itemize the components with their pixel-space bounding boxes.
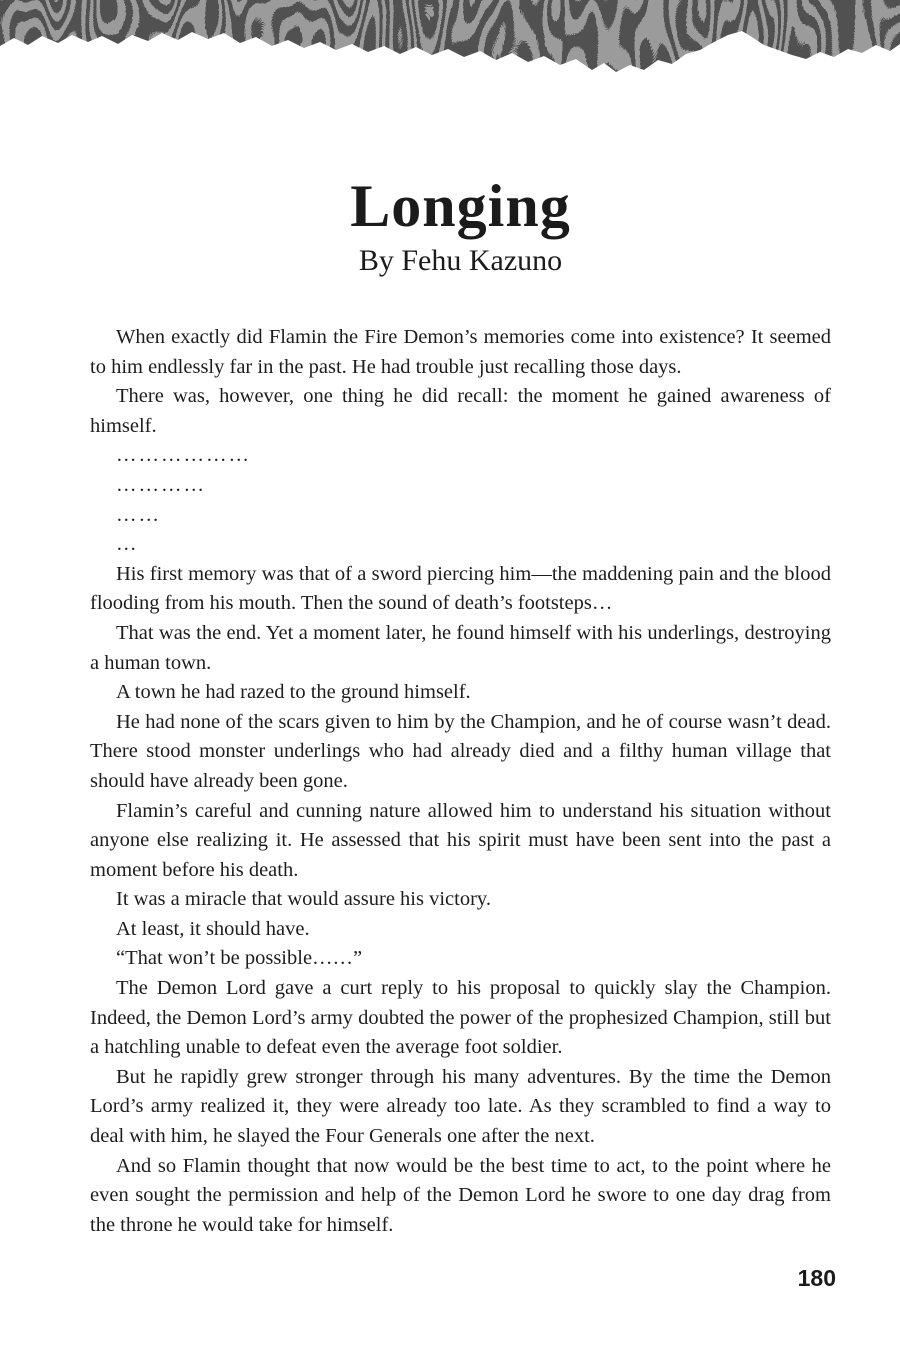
paragraph: The Demon Lord gave a curt reply to his proposal to quickly slay the Champion. Indeed, the Demon Lord’s army doubted the power of the prophesized Champion, still but a hatchling unable to defeat even the average foot soldier. — [90, 977, 831, 1059]
paragraph: That was the end. Yet a moment later, he found himself with his underlings, destroying a human town. — [90, 621, 831, 674]
paragraph: But he rapidly grew stronger through his many adventures. By the time the Demon Lord’s army realized it, they were already too late. As they scrambled to find a way to deal with him, he slayed the Four Generals one after the next. — [90, 1065, 831, 1148]
story-text — [90, 323, 831, 1240]
paragraph: When exactly did Flamin the Fire Demon’s memories come into existence? It seemed to him endlessly far in the past. He had trouble just recalling those days. — [90, 326, 831, 378]
paragraph: “That won’t be possible……” — [116, 947, 363, 970]
paragraph: There was, however, one thing he did recall: the moment he gained awareness of himself. — [90, 385, 831, 437]
paragraph: He had none of the scars given to him by the Champion, and he of course wasn’t dead. There stood monster underlings who had already died and a filthy human village that should have already been gone. — [90, 710, 831, 792]
paragraph: It was a miracle that would assure his victory. — [116, 888, 491, 911]
paragraph: …… — [116, 503, 161, 526]
paragraph: ……………… — [116, 444, 251, 467]
chapter-header — [90, 175, 831, 279]
paragraph: ………… — [116, 473, 206, 496]
paragraph: And so Flamin thought that now would be the best time to act, to the point where he even sought the permission and help of the Demon Lord he swore to one day drag from the throne he would take for himself. — [90, 1154, 831, 1236]
paragraph: At least, it should have. — [116, 917, 310, 940]
paragraph: Flamin’s careful and cunning nature allowed him to understand his situation without anyone else realizing it. He assessed that his spirit must have been sent into the past a moment before his death. — [90, 799, 831, 881]
torn-paper-texture — [0, 0, 900, 80]
page-number: 180 — [797, 1265, 836, 1291]
chapter-title: Longing — [350, 173, 571, 239]
torn-paper-svg — [0, 0, 900, 80]
paragraph: His first memory was that of a sword piercing him—the maddening pain and the blood flooding from his mouth. Then the sound of death’s footsteps… — [90, 562, 831, 615]
paragraph: … — [116, 533, 139, 556]
paragraph: A town he had razed to the ground himself. — [116, 681, 471, 704]
chapter-byline: By Fehu Kazuno — [358, 244, 563, 277]
